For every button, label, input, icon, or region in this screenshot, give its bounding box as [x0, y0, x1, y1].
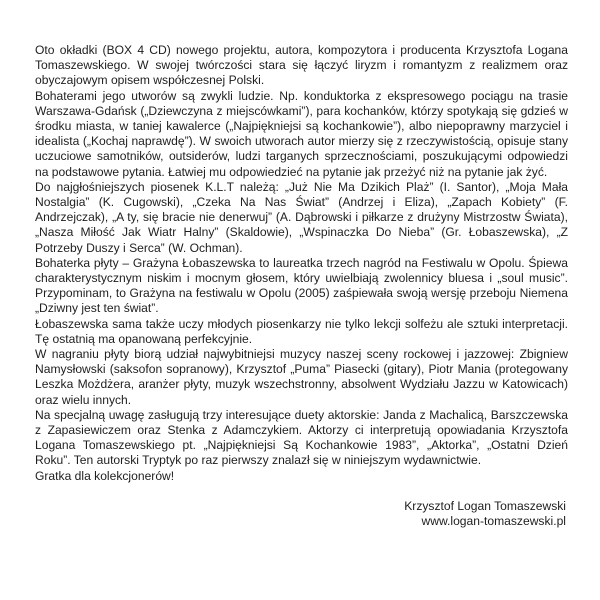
author-name: Krzysztof Logan Tomaszewski [404, 498, 566, 513]
author-website: www.logan-tomaszewski.pl [421, 514, 566, 529]
paragraph-intro: Oto okładki (BOX 4 CD) nowego projektu, autora, kompozytora i producenta Krzysztofa Logana Tomaszewskiego. W swojej twórczości stara się łączyć liryzm i romantyzm z realizmem oraz obyczajowym opisem współczesnej Polski. [35, 43, 568, 88]
signature-block [35, 499, 568, 529]
article-body [35, 43, 568, 484]
paragraph-duets: Na specjalną uwagę zasługują trzy interesujące duety aktorskie: Janda z Machalicą, Barszczewska z Zapasiewiczem oraz Stenka z Adamczykiem. Aktorzy ci interpretują opowiadania Krzysztofa Logana Tomaszewskiego pt. „Najpiękniejsi Są Kochankowie 1983”, „Aktorka”, „Ostatni Dzień Roku”. Ten autorski Tryptyk po raz pierwszy znalazł się w niniejszym wydawnictwie. [35, 407, 568, 468]
paragraph-closing: Gratka dla kolekcjonerów! [35, 468, 175, 483]
paragraph-musicians: W nagraniu płyty biorą udział najwybitniejsi muzycy naszej sceny rockowej i jazzowej: Zbigniew Namysłowski (saksofon sopranowy), Krzysztof „Puma” Piasecki (gitary), Piotr Mania (protegowany Leszka Możdżera, aranżer płyty, muzyk wszechstronny, absolwent Wydziału Jazzu w Katowicach) oraz wielu innych. [35, 347, 568, 407]
paragraph-characters: Bohaterami jego utworów są zwykli ludzie. Np. konduktorka z ekspresowego pociągu na trasie Warszawa-Gdańsk („Dziewczyna z miejscówkami”), para kochanków, którzy spotykają się gdzieś w środku miasta, w taniej kawalerce („Najpiękniejsi są kochankowie”), albo niepoprawny marzyciel i idealista („Kochaj naprawdę”). W swoich utworach autor mierzy się z rzeczywistością, opisuje stany uczuciowe samotników, outsiderów, ludzi targanych sprzecznościami, poszukującymi odpowiedzi na podstawowe pytania. Łatwiej mu odpowiedzieć na pytanie jak przeżyć niż na pytanie jak żyć. [35, 88, 568, 179]
paragraph-famous-songs: Do najgłośniejszych piosenek K.L.T należą: „Już Nie Ma Dzikich Plaż” (I. Santor), „Moja Mała Nostalgia” (K. Cugowski), „Czeka Na Nas Świat” (Andrzej i Eliza), „Zapach Kobiety” (F. Andrzejczak), „A ty, się bracie nie denerwuj” (A. Dąbrowski i piłkarze z drużyny Mistrzostw Świata), „Nasza Miłość Jak Wiatr Halny” (Skaldowie), „Wspinaczka Do Nieba” (Gr. Łobaszewska), „Z Potrzeby Duszy i Serca” (W. Ochman). [35, 179, 568, 255]
paragraph-teaching: Łobaszewska sama także uczy młodych piosenkarzy nie tylko lekcji solfeżu ale sztuki interpretacji. Tę ostatnią ma opanowaną perfekcyjnie. [35, 316, 568, 346]
paragraph-heroine: Bohaterka płyty – Grażyna Łobaszewska to laureatka trzech nagród na Festiwalu w Opolu. Śpiewa charakterystycznym niskim i mocnym głosem, który uwielbiają zwolennicy bluesa i „soul music”. Przypominam, to Grażyna na festiwalu w Opolu (2005) zaśpiewała swoją wersję przeboju Niemena „Dziwny jest ten świat”. [35, 255, 568, 316]
